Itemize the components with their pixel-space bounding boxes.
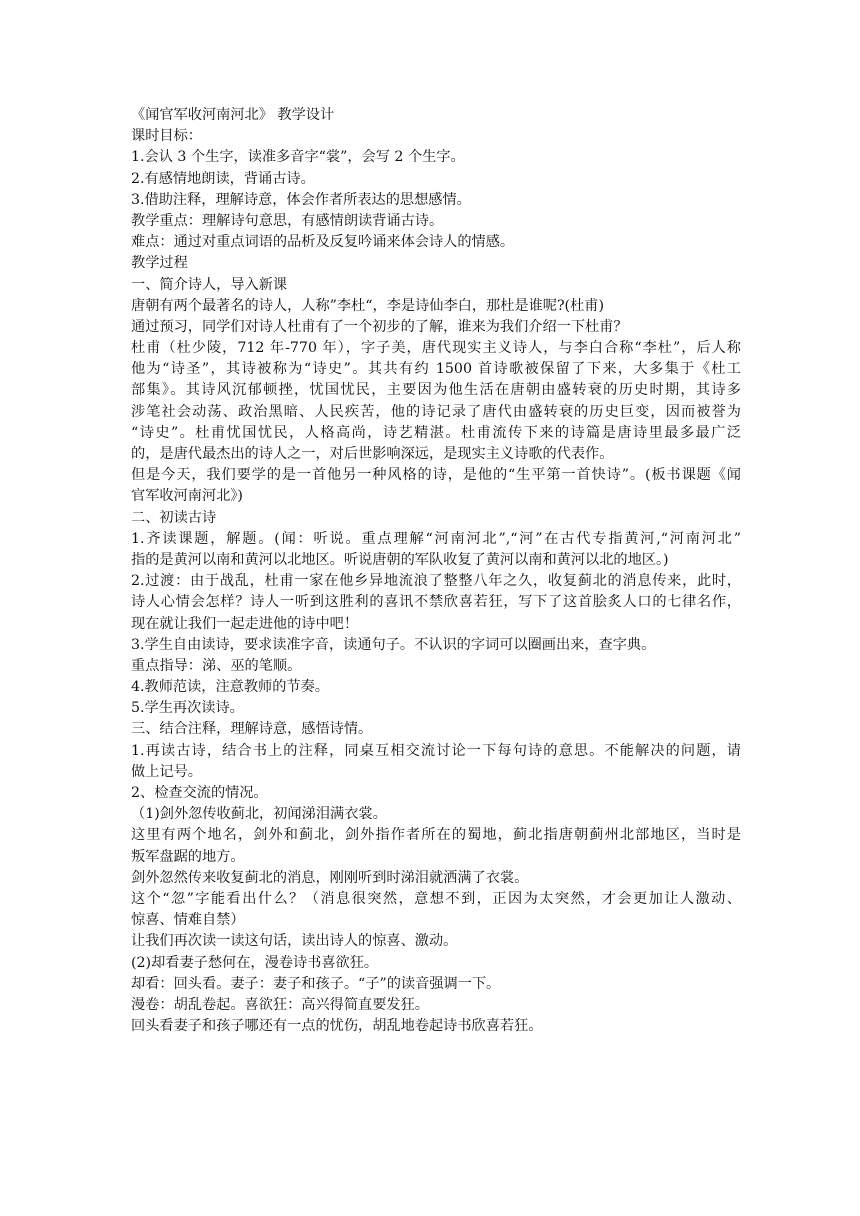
doc-title: 《闻官军收河南河北》 教学设计: [131, 107, 335, 123]
paragraph-line: 这里有两个地名，剑外和蓟北，剑外指作者所在的蜀地，蓟北指唐朝蓟州北部地区，当时是: [131, 827, 741, 844]
section-heading: 二、初读古诗: [131, 509, 217, 526]
paragraph-line: 这个“忽”字能看出什么？（消息很突然，意想不到，正因为太突然，才会更加让人激动、: [131, 890, 741, 907]
paragraph-line: 重点指导：涕、巫的笔顺。: [131, 657, 302, 674]
paragraph-line: 叛军盘踞的地方。: [131, 848, 245, 865]
paragraph-line: 却看：回头看。妻子：妻子和孩子。“子”的读音强调一下。: [131, 975, 501, 992]
paragraph-line: 2.过渡：由于战乱，杜甫一家在他乡异地流浪了整整八年之久，收复蓟北的消息传来，此时，: [131, 573, 741, 590]
paragraph-line: 唐朝有两个最著名的诗人，人称”李杜“，李是诗仙李白，那杜是谁呢?(杜甫): [131, 297, 604, 314]
paragraph-line: 杜甫（杜少陵，712 年-770 年），字子美，唐代现实主义诗人，与李白合称“李杜”，后人称: [131, 340, 741, 357]
paragraph-line: 剑外忽然传来收复蓟北的消息，刚刚听到时涕泪就洒满了衣裳。: [131, 869, 529, 886]
paragraph-line: 让我们再次读一读这句话，读出诗人的惊喜、激动。: [131, 933, 458, 950]
paragraph-line: 但是今天，我们要学的是一首他另一种风格的诗，是他的“生平第一首快诗”。(板书课题《闻: [131, 467, 741, 484]
paragraph-line: 2、检查交流的情况。: [131, 785, 268, 801]
paragraph-line: 他为“诗圣”，其诗被称为“诗史”。其共有约 1500 首诗歌被保留了下来，大多集于《杜工: [131, 361, 741, 378]
paragraph-line: 部集》。其诗风沉郁顿挫，忧国忧民，主要因为他生活在唐朝由盛转衰的历史时期，其诗多: [131, 382, 741, 399]
poem-line: （1)剑外忽传收蓟北，初闻涕泪满衣裳。: [131, 806, 387, 823]
paragraph-line: 通过预习，同学们对诗人杜甫有了一个初步的了解，谁来为我们介绍一下杜甫？: [131, 318, 628, 335]
section-label: 课时目标：: [131, 128, 202, 145]
paragraph-line: 涉笔社会动荡、政治黑暗、人民疾苦，他的诗记录了唐代由盛转衰的历史巨变，因而被誉为: [131, 403, 741, 420]
paragraph-line: 4.教师范读，注意教师的节奏。: [131, 679, 329, 696]
paragraph-line: 漫卷：胡乱卷起。喜欲狂：高兴得简直要发狂。: [131, 996, 429, 1013]
objective-item: 2.有感情地朗读，背诵古诗。: [131, 170, 315, 187]
paragraph-line: 官军收河南河北》): [131, 488, 243, 505]
objective-item: 1.会认 3 个生字，读准多音字“裳”，会写 2 个生字。: [131, 149, 465, 166]
paragraph-line: 3.学生自由读诗，要求读准字音，读通句子。不认识的字词可以圈画出来，查字典。: [131, 636, 656, 653]
objective-item: 3.借助注释，理解诗意，体会作者所表达的思想感情。: [131, 191, 471, 208]
paragraph-line: 指的是黄河以南和黄河以北地区。听说唐朝的军队收复了黄河以南和黄河以北的地区。): [131, 551, 669, 568]
paragraph-line: 做上记号。: [131, 763, 202, 780]
section-heading: 三、结合注释，理解诗意，感悟诗情。: [131, 721, 373, 738]
paragraph-line: 5.学生再次读诗。: [131, 700, 244, 717]
paragraph-line: 回头看妻子和孩子哪还有一点的忧伤，胡乱地卷起诗书欣喜若狂。: [131, 1018, 543, 1035]
key-point: 教学重点：理解诗句意思，有感情朗读背诵古诗。: [131, 212, 444, 229]
paragraph-line: 1.齐读课题，解题。(闻：听说。重点理解“河南河北”,“河”在古代专指黄河,“河南河北”: [131, 530, 741, 547]
paragraph-line: 的，是唐代最杰出的诗人之一，对后世影响深远，是现实主义诗歌的代表作。: [131, 446, 614, 462]
section-label: 教学过程: [131, 255, 188, 272]
document-page: [131, 105, 741, 1037]
paragraph-line: 1.再读古诗，结合书上的注释，同桌互相交流讨论一下每句诗的意思。不能解决的问题，请: [131, 742, 741, 759]
paragraph-line: 现在就让我们一起走进他的诗中吧！: [131, 615, 359, 632]
paragraph-line: 诗人心情会怎样？诗人一听到这胜利的喜讯不禁欣喜若狂，写下了这首脍炙人口的七律名作，: [131, 594, 741, 611]
paragraph-line: 惊喜、情难自禁）: [131, 912, 245, 929]
paragraph-line: “诗史”。杜甫忧国忧民，人格高尚，诗艺精湛。杜甫流传下来的诗篇是唐诗里最多最广泛: [131, 424, 741, 441]
difficulty: 难点：通过对重点词语的品析及反复吟诵来体会诗人的情感。: [131, 234, 515, 251]
section-heading: 一、简介诗人，导入新课: [131, 276, 288, 293]
poem-line: (2)却看妻子愁何在，漫卷诗书喜欲狂。: [131, 954, 379, 971]
